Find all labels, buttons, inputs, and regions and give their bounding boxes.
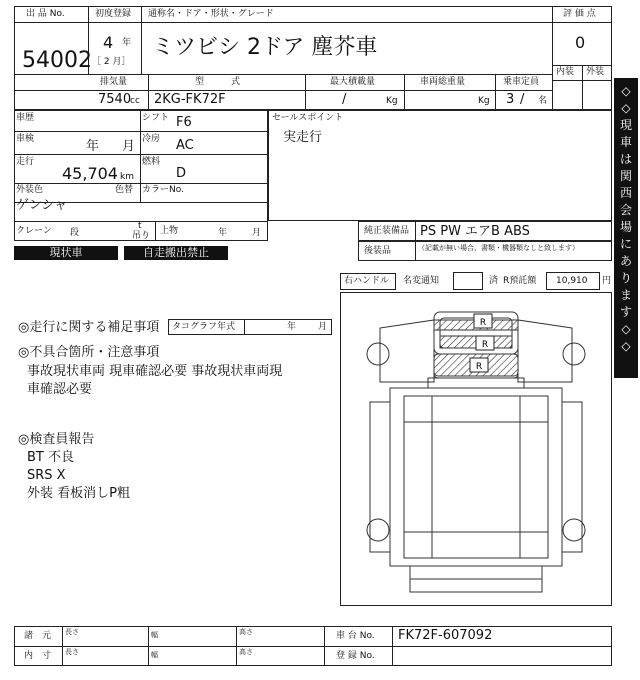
history-label: 車歴: [16, 113, 35, 123]
handle-label: 右ハンドル: [344, 276, 390, 286]
repair-mark-2-text: R: [481, 340, 489, 350]
interior-label: 内装: [556, 67, 575, 77]
gross-weight-label: 車両総重量: [420, 77, 466, 87]
gross-weight-unit: Kg: [478, 96, 490, 106]
side-banner-char: 現: [619, 118, 632, 132]
first-reg-label: 初度登録: [95, 9, 132, 19]
defects-line-1: 事故現状車両 現車確認必要 事故現状車両現: [27, 364, 283, 379]
type-value: 2KG-FK72F: [154, 92, 226, 107]
crane-ton-b: 吊り: [132, 231, 151, 241]
capacity-value: 3: [506, 92, 515, 107]
sales-point-value: 実走行: [283, 130, 323, 145]
crane-label: クレーン: [16, 226, 52, 236]
side-banner-char: あ: [619, 254, 632, 268]
name-change-label: 名変通知: [403, 276, 440, 286]
side-banner-char: 車: [619, 135, 632, 149]
shift-value: F6: [176, 115, 192, 130]
side-banner-char: に: [619, 237, 632, 251]
equipment-value: PS PW エアB ABS: [420, 224, 530, 239]
side-banner-char: 関: [619, 169, 632, 183]
width-label-1: 幅: [151, 631, 158, 639]
exterior-label: 外装: [586, 67, 605, 77]
fuel-label: 燃料: [142, 157, 161, 167]
tachograph-month: 月: [318, 322, 328, 332]
reg-no-label: 登 録 No.: [336, 651, 375, 661]
side-banner-char: り: [619, 271, 632, 285]
shift-label: シフト: [142, 113, 170, 123]
side-banner-char: 場: [619, 220, 632, 234]
color-code-label: カラーNo.: [142, 185, 184, 195]
color-label: 外装色: [16, 185, 44, 195]
tachograph-year: 年: [287, 322, 297, 332]
defects-label: ◎不具合箇所・注意事項: [18, 345, 160, 360]
reg-month: ［ 2 月］: [92, 57, 131, 67]
max-load-label: 最大積載量: [330, 77, 376, 87]
driving-notes-label: ◎走行に関する補足事項: [18, 320, 160, 335]
side-banner-char: 西: [619, 186, 632, 200]
score-label: 評 価 点: [563, 9, 596, 19]
defects-line-2: 車確認必要: [27, 382, 93, 397]
side-banner-char: ま: [619, 288, 632, 302]
interior-dims-label: 内 寸: [24, 651, 52, 661]
side-banner-char: す: [619, 305, 632, 319]
inspection-label: 車検: [16, 134, 35, 144]
type-label: 型 式: [195, 77, 241, 87]
side-banner: [614, 78, 638, 378]
sales-point-box: [268, 110, 612, 221]
chassis-value: FK72F-607092: [398, 628, 493, 643]
mileage-label: 走行: [16, 157, 35, 167]
side-banner-char: ◇: [621, 101, 631, 115]
name-change-box: [453, 272, 483, 290]
yen-unit: 円: [602, 276, 612, 286]
inspection-year: 年: [86, 139, 100, 154]
lift-year: 年: [218, 228, 228, 238]
max-load-sep: /: [342, 92, 347, 107]
lot-number: 54002: [22, 48, 92, 73]
mileage-value: 45,704: [62, 164, 118, 183]
height-label-1: 高さ: [239, 628, 253, 636]
inspector-line-3: 外装 看板消しP粗: [27, 486, 130, 501]
year-unit: 年: [122, 38, 132, 48]
crane-ton-a: t: [138, 221, 142, 231]
equipment-label: 純正装備品: [364, 226, 410, 236]
cc-unit: cc: [130, 96, 140, 106]
person-unit: 名: [538, 96, 548, 106]
max-load-unit: Kg: [386, 96, 398, 106]
fuel-value: D: [176, 166, 187, 181]
displacement-label: 排気量: [100, 77, 128, 87]
recycle-deposit-label: R預託額: [503, 276, 537, 286]
no-self-drive-badge: 自走搬出禁止: [124, 246, 228, 260]
reg-year: 4: [103, 33, 114, 52]
ac-value: AC: [176, 138, 194, 153]
tachograph-label: タコグラフ年式: [172, 322, 236, 332]
chassis-label: 車 台 No.: [336, 631, 375, 641]
inspection-month: 月: [122, 139, 136, 154]
aftermarket-note: （記載が無い場合、書類・機器類なしと致します）: [418, 244, 579, 252]
inspector-line-1: BT 不良: [27, 450, 74, 465]
lot-label: 出 品 No.: [26, 9, 65, 19]
crane-steps: 段: [70, 228, 80, 238]
dims-label: 諸 元: [24, 631, 52, 641]
length-label-1: 長さ: [65, 628, 79, 636]
recycle-done-label: 済: [489, 276, 499, 286]
height-label-2: 高さ: [239, 648, 253, 656]
color-change-label: 色替: [115, 185, 134, 195]
color-value: ゲンシャ: [16, 198, 68, 213]
length-label-2: 長さ: [65, 648, 79, 656]
lift-label: 上物: [160, 226, 179, 236]
ac-label: 冷房: [142, 134, 161, 144]
current-condition-badge: 現状車: [14, 246, 118, 260]
capacity-label: 乗車定員: [503, 77, 540, 87]
side-banner-char: ◇: [621, 84, 631, 98]
recycle-amount: 10,910: [556, 276, 588, 286]
model-label: 通称名・ドア・形状・グレード: [148, 9, 274, 19]
side-banner-char: 会: [619, 203, 632, 217]
width-label-2: 幅: [151, 651, 158, 659]
repair-mark-3-text: R: [475, 362, 483, 372]
side-banner-char: は: [619, 152, 632, 166]
side-banner-char: ◇: [621, 339, 631, 353]
inspector-label: ◎検査員報告: [18, 432, 95, 447]
inspector-line-2: SRS X: [27, 468, 66, 483]
model-name: ミツビシ 2ドア 塵芥車: [152, 35, 378, 60]
displacement-value: 7540: [98, 92, 132, 107]
capacity-sep: /: [520, 92, 525, 107]
side-banner-char: ◇: [621, 322, 631, 336]
sales-point-label: セールスポイント: [272, 113, 344, 123]
km-unit: km: [120, 172, 134, 182]
score-value: 0: [575, 33, 586, 52]
repair-mark-1-text: R: [479, 318, 487, 328]
aftermarket-label: 後装品: [364, 246, 392, 256]
lift-month: 月: [252, 228, 262, 238]
truck-diagram: [340, 292, 612, 606]
